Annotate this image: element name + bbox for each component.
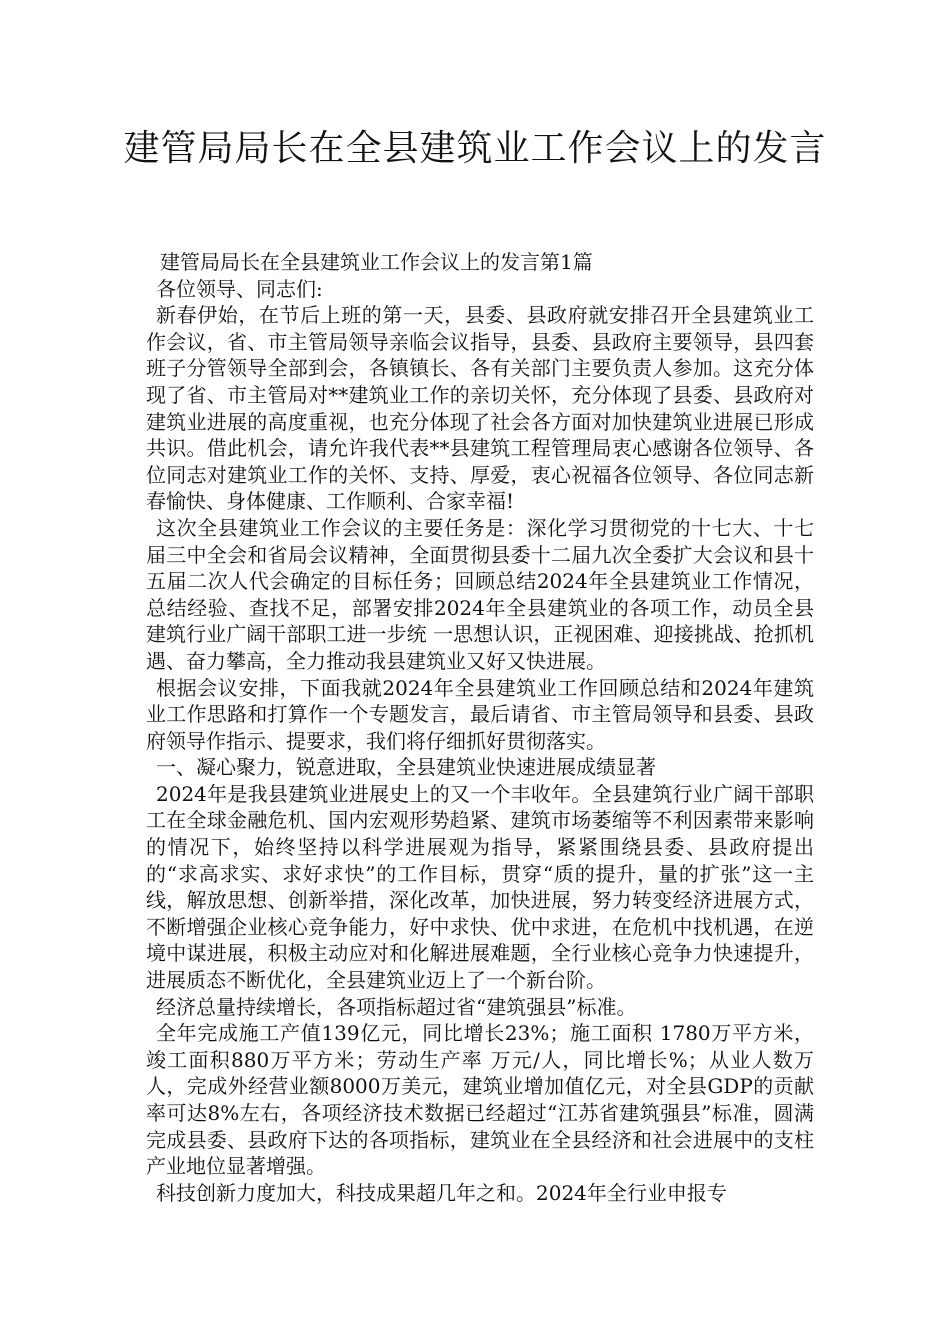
paragraph: 新春伊始，在节后上班的第一天，县委、县政府就安排召开全县建筑业工作会议，省、市主管局领导亲临会议指导，县委、县政府主要领导，县四套班子分管领导全部到会，各镇镇长、各有关部门主要负责人参加。这充分体现了省、市主管局对**建筑业工作的亲切关怀，充分体现了县委、县政府对建筑业进展的高度重视，也充分体现了社会各方面对加快建筑业进展已形成共识。借此机会，请允许我代表**县建筑工程管理局衷心感谢各位领导、各位同志对建筑业工作的关怀、支持、厚爱，衷心祝福各位领导、各位同志新春愉快、身体健康、工作顺利、合家幸福!	[146, 303, 814, 514]
document-body	[146, 249, 814, 1206]
section-subheading: 一、凝心聚力，锐意进取，全县建筑业快速进展成绩显著	[156, 755, 656, 780]
paragraph: 经济总量持续增长，各项指标超过省“建筑强县”标准。	[156, 994, 637, 1019]
salutation: 各位领导、同志们:	[156, 276, 323, 301]
paragraph: 这次全县建筑业工作会议的主要任务是：深化学习贯彻党的十七大、十七届三中全会和省局会议精神，全面贯彻县委十二届九次全委扩大会议和县十五届二次人代会确定的目标任务；回顾总结2024年全县建筑业工作情况，总结经验、查找不足，部署安排2024年全县建筑业的各项工作，动员全县建筑行业广阔干部职工进一步统 一思想认识，正视困难、迎接挑战、抢抓机遇、奋力攀高，全力推动我县建筑业又好又快进展。	[146, 515, 814, 673]
paragraph: 全年完成施工产值139亿元，同比增长23%；施工面积 1780万平方米，竣工面积880万平方米；劳动生产率 万元/人，同比增长%；从业人数万人，完成外经营业额8000万美元，建筑业增加值亿元，对全县GDP的贡献率可达8%左右，各项经济技术数据已经超过“江苏省建筑强县”标准，圆满完成县委、县政府下达的各项指标，建筑业在全县经济和社会进展中的支柱产业地位显著增强。	[146, 1021, 814, 1179]
section-heading: 建管局局长在全县建筑业工作会议上的发言第1篇	[160, 250, 593, 274]
paragraph: 根据会议安排，下面我就2024年全县建筑业工作回顾总结和2024年建筑业工作思路和打算作一个专题发言，最后请省、市主管局领导和县委、县政府领导作指示、提要求，我们将仔细抓好贯彻落实。	[146, 675, 814, 753]
document-title: 建管局局长在全县建筑业工作会议上的发言	[123, 128, 827, 169]
paragraph: 科技创新力度加大，科技成果超几年之和。2024年全行业申报专	[156, 1180, 727, 1205]
paragraph: 2024年是我县建筑业进展史上的又一个丰收年。全县建筑行业广阔干部职工在全球金融危机、国内宏观形势趋紧、建筑市场萎缩等不利因素带来影响的情况下，始终坚持以科学进展观为指导，紧紧围绕县委、县政府提出的“求高求实、求好求快”的工作目标，贯穿“质的提升，量的扩张”这一主线，解放思想、创新举措，深化改革，加快进展，努力转变经济进展方式，不断增强企业核心竞争能力，好中求快、优中求进，在危机中找机遇，在逆境中谋进展，积极主动应对和化解进展难题，全行业核心竞争力快速提升，进展质态不断优化，全县建筑业迈上了一个新台阶。	[146, 781, 814, 993]
